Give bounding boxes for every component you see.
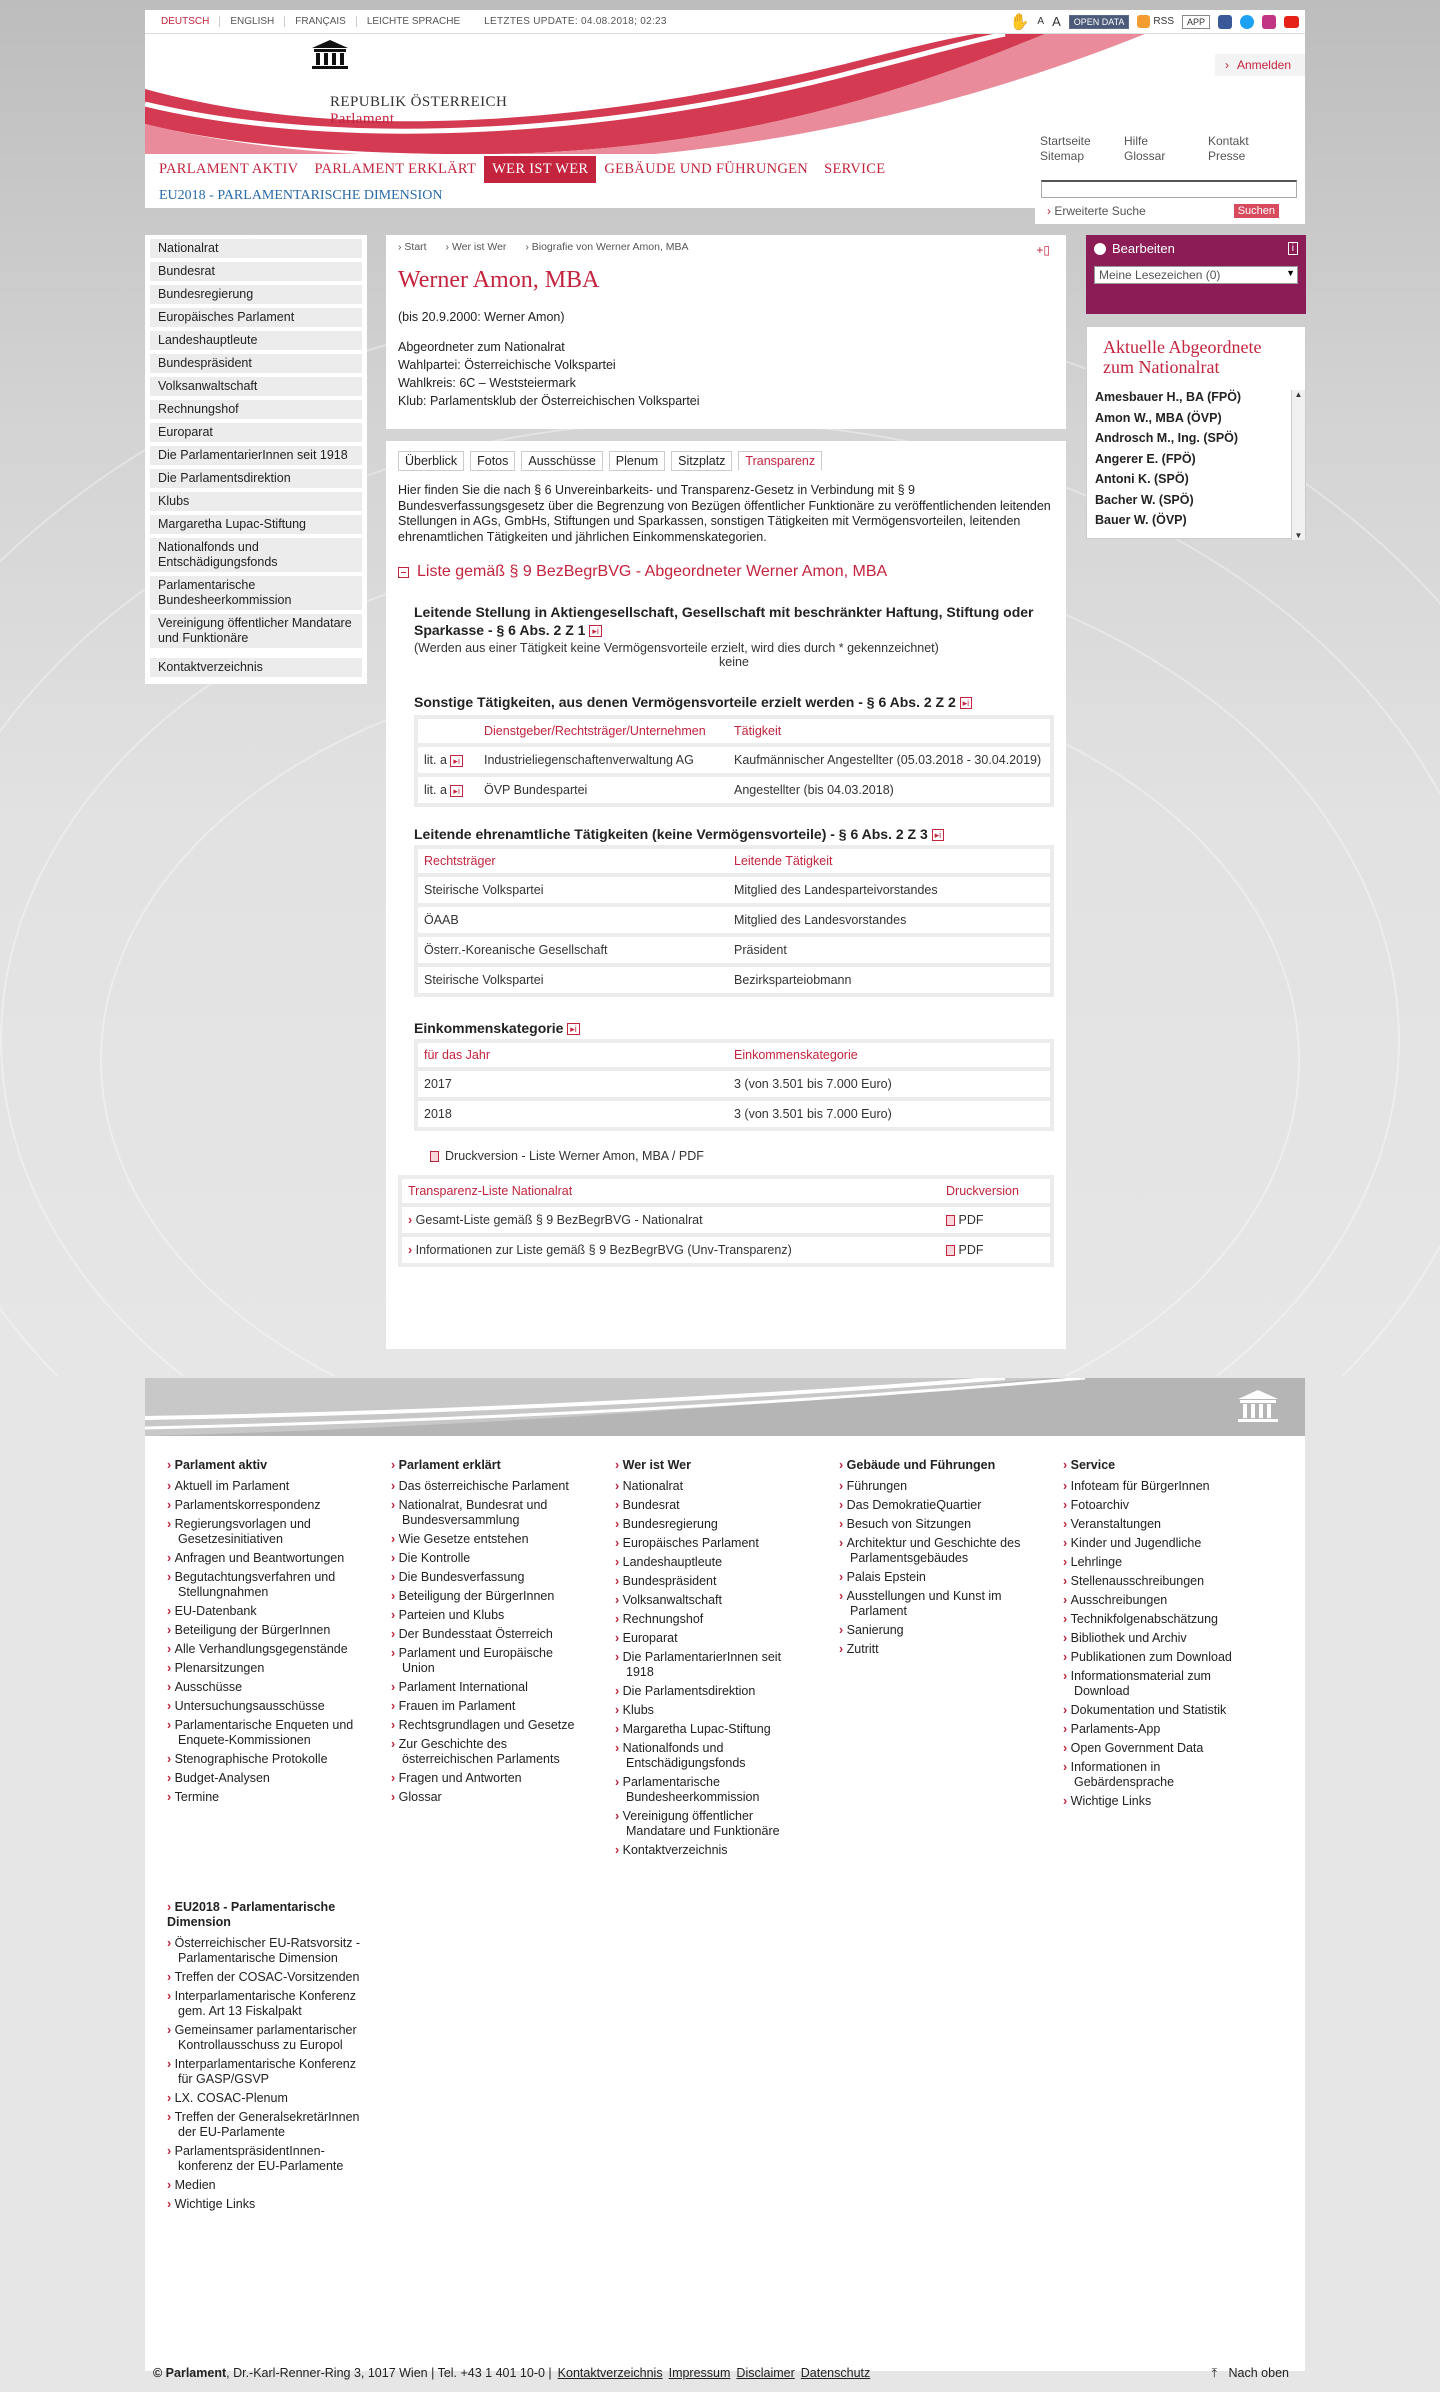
app-button[interactable]: APP <box>1182 15 1210 29</box>
footer-col-eu2018 <box>167 1900 367 2216</box>
info-icon[interactable]: i <box>1288 242 1298 255</box>
login-label: Anmelden <box>1236 58 1291 72</box>
sidebar-item-bundesrat[interactable]: Bundesrat <box>150 262 362 281</box>
footer-link[interactable]: › Bibliothek und Archiv <box>1063 1631 1263 1646</box>
footer-link[interactable]: › Das DemokratieQuartier <box>839 1498 1029 1513</box>
footer-link[interactable]: › Europarat <box>615 1631 805 1646</box>
logo-line2: Parlament <box>330 111 395 127</box>
footer-link[interactable]: › Wichtige Links <box>1063 1794 1263 1809</box>
sidebar-item-europaeisches-parlament[interactable]: Europäisches Parlament <box>150 308 362 327</box>
footer-link[interactable]: › Zutritt <box>839 1642 1029 1657</box>
info-icon[interactable]: ▸i <box>932 829 945 841</box>
tab-plenum[interactable]: Plenum <box>609 451 665 471</box>
search-box <box>1035 172 1305 224</box>
list-item[interactable]: Angerer E. (FPÖ) <box>1095 451 1196 466</box>
sidebar-item-bundesheerkommission[interactable]: Parlamentarische Bundesheerkommission <box>150 576 362 610</box>
footer-link[interactable]: › EU-Datenbank <box>167 1604 357 1619</box>
twitter-icon[interactable] <box>1240 15 1254 29</box>
section-title-text: Einkommenskategorie <box>414 1020 564 1036</box>
list-scrollbar[interactable] <box>1291 390 1305 540</box>
col-header: Tätigkeit <box>728 719 1050 743</box>
footer-link[interactable]: › Treffen der GeneralsekretärInnen der EU-Parlamente <box>167 2110 367 2140</box>
cat-cell: 3 (von 3.501 bis 7.000 Euro) <box>728 1071 1050 1097</box>
footer-link[interactable]: › Die Kontrolle <box>391 1551 581 1566</box>
nav-gebaeude-fuehrungen[interactable]: GEBÄUDE UND FÜHRUNGEN <box>604 160 809 177</box>
pdf-icon <box>946 1215 955 1226</box>
nav-parlament-erklaert[interactable]: PARLAMENT ERKLÄRT <box>314 160 477 177</box>
lang-english[interactable]: ENGLISH <box>220 16 285 27</box>
person-party: Wahlpartei: Österreichische Volkspartei <box>398 358 616 372</box>
footer-link[interactable]: › Europäisches Parlament <box>615 1536 805 1551</box>
section-title <box>414 603 1054 639</box>
footer-link[interactable]: › Stenographische Protokolle <box>167 1752 357 1767</box>
open-data-button[interactable]: OPEN DATA <box>1069 15 1130 29</box>
quick-hilfe[interactable]: Hilfe <box>1124 134 1149 148</box>
footer-link[interactable]: › Palais Epstein <box>839 1570 1029 1585</box>
rss-icon <box>1137 15 1150 28</box>
lit-cell: lit. a <box>424 753 447 767</box>
sidebar-item-bundespraesident[interactable]: Bundespräsident <box>150 354 362 373</box>
advanced-search-link[interactable] <box>1047 204 1146 218</box>
footer-link[interactable]: › Parlamentarische Bundesheerkommission <box>615 1775 805 1805</box>
table-row <box>418 937 1050 963</box>
footer-link[interactable]: › ParlamentspräsidentInnen-konferenz der EU-Parlamente <box>167 2144 367 2174</box>
footer-heading[interactable]: › Gebäude und Führungen <box>839 1458 1029 1473</box>
section-sonstige-taetigkeiten <box>398 693 1054 807</box>
breadcrumb-start[interactable]: › Start <box>398 241 427 253</box>
footer-link[interactable]: › Wichtige Links <box>167 2197 367 2212</box>
lit-cell: lit. a <box>424 783 447 797</box>
footer-link[interactable]: › Parlamentarische Enqueten und Enquete-Kommissionen <box>167 1718 357 1748</box>
current-members-panel <box>1086 326 1306 539</box>
footer-link[interactable]: › Interparlamentarische Konferenz gem. Art 13 Fiskalpakt <box>167 1989 367 2019</box>
scroll-down-icon[interactable]: ▼ <box>1294 531 1303 540</box>
table-sonstige <box>414 715 1054 807</box>
sign-language-icon[interactable]: ✋ <box>1009 13 1030 31</box>
footer-link[interactable]: › Sanierung <box>839 1623 1029 1638</box>
footer-heading[interactable]: › Wer ist Wer <box>615 1458 805 1473</box>
footer-link[interactable]: › Anfragen und Beantwortungen <box>167 1551 357 1566</box>
list-toggle[interactable] <box>398 563 1054 581</box>
footer-link[interactable]: › Budget-Analysen <box>167 1771 357 1786</box>
footer-swoosh <box>145 1378 1305 1436</box>
footer-heading[interactable]: › EU2018 - Parlamentarische Dimension <box>167 1900 367 1930</box>
transparency-list-table <box>398 1175 1054 1267</box>
footer-link[interactable]: › Glossar <box>391 1790 581 1805</box>
list-item[interactable]: Bacher W. (SPÖ) <box>1095 492 1194 507</box>
footer-link[interactable]: › Frauen im Parlament <box>391 1699 581 1714</box>
act-cell: Bezirksparteiobmann <box>728 967 1050 993</box>
current-members-list <box>1087 387 1305 527</box>
instagram-icon[interactable] <box>1262 15 1276 29</box>
list-item[interactable]: Amon W., MBA (ÖVP) <box>1095 410 1222 425</box>
link-disclaimer[interactable]: Disclaimer <box>736 2366 795 2380</box>
year-cell: 2017 <box>418 1071 728 1097</box>
col-header: Transparenz-Liste Nationalrat <box>402 1179 940 1203</box>
footer-heading[interactable]: › Parlament erklärt <box>391 1458 581 1473</box>
quick-kontakt[interactable]: Kontakt <box>1208 134 1249 148</box>
table-row <box>418 1101 1050 1127</box>
footer-col-parlament-aktiv <box>167 1458 357 1809</box>
footer-heading[interactable]: › Service <box>1063 1458 1263 1473</box>
info-icon[interactable]: ▸i <box>589 625 602 637</box>
col-header: Druckversion <box>940 1179 1050 1203</box>
pdf-link[interactable] <box>940 1207 1050 1233</box>
sidebar-item-klubs[interactable]: Klubs <box>150 492 362 511</box>
person-header <box>386 235 1066 429</box>
pdf-icon <box>430 1151 439 1162</box>
chevron-right-icon: › <box>1047 204 1051 218</box>
section-title <box>414 825 1054 843</box>
quick-glossar[interactable]: Glossar <box>1124 149 1166 163</box>
sidebar-item-kontaktverzeichnis[interactable]: Kontaktverzeichnis <box>150 658 362 677</box>
nav-parlament-aktiv[interactable]: PARLAMENT AKTIV <box>159 160 299 177</box>
quick-links <box>1040 134 1292 164</box>
last-update: LETZTES UPDATE: 04.08.2018; 02:23 <box>484 16 667 27</box>
footer-link[interactable]: › Dokumentation und Statistik <box>1063 1703 1263 1718</box>
pdf-icon <box>946 1245 955 1256</box>
sidebar-item-lupac-stiftung[interactable]: Margaretha Lupac-Stiftung <box>150 515 362 534</box>
act-cell: Angestellter (bis 04.03.2018) <box>728 777 1050 803</box>
footer-link[interactable]: › Begutachtungsverfahren und Stellungnahmen <box>167 1570 357 1600</box>
top-bar <box>145 10 1305 34</box>
footer-link[interactable]: › Margaretha Lupac-Stiftung <box>615 1722 805 1737</box>
current-members-title: Aktuelle Abgeordnete zum Nationalrat <box>1103 337 1262 377</box>
footer-link[interactable]: › Ausschüsse <box>167 1680 357 1695</box>
link-datenschutz[interactable]: Datenschutz <box>800 2366 871 2380</box>
rss-label: RSS <box>1153 16 1174 27</box>
search-button[interactable]: Suchen <box>1234 204 1279 218</box>
footer-link[interactable]: › Beteiligung der BürgerInnen <box>391 1589 581 1604</box>
section-title <box>414 693 1054 711</box>
footer-link[interactable]: › Veranstaltungen <box>1063 1517 1263 1532</box>
login-button[interactable] <box>1215 54 1305 76</box>
list-item[interactable]: Androsch M., Ing. (SPÖ) <box>1095 431 1239 445</box>
footer-link[interactable]: › Beteiligung der BürgerInnen <box>167 1623 357 1638</box>
quick-startseite[interactable]: Startseite <box>1040 134 1091 148</box>
footer-link[interactable]: › Ausschreibungen <box>1063 1593 1263 1608</box>
col-header: Dienstgeber/Rechtsträger/Unternehmen <box>478 719 728 743</box>
tab-ausschuesse[interactable]: Ausschüsse <box>521 451 602 471</box>
translist-link[interactable]: › Informationen zur Liste gemäß § 9 BezBegrBVG (Unv-Transparenz) <box>402 1237 940 1263</box>
act-cell: Kaufmännischer Angestellter (05.03.2018 - 30.04.2019) <box>728 747 1050 773</box>
footer-link[interactable]: › Zur Geschichte des österreichischen Parlaments <box>391 1737 581 1767</box>
font-small-button[interactable]: A <box>1037 16 1045 27</box>
parliament-logo-icon[interactable] <box>310 38 350 70</box>
footer-link[interactable]: › Klubs <box>615 1703 805 1718</box>
section-note: (Werden aus einer Tätigkeit keine Vermögensvorteile erzielt, wird dies durch * gekennzeichnet) <box>414 641 939 655</box>
lang-deutsch[interactable]: DEUTSCH <box>151 16 220 27</box>
org-cell: Österr.-Koreanische Gesellschaft <box>418 937 728 963</box>
logo-line1: REPUBLIK ÖSTERREICH <box>330 94 508 110</box>
sidebar-item-rechnungshof[interactable]: Rechnungshof <box>150 400 362 419</box>
translist-label: Gesamt-Liste gemäß § 9 BezBegrBVG - Nationalrat <box>415 1213 703 1227</box>
footer-link[interactable]: › Parlament International <box>391 1680 581 1695</box>
footer-link[interactable]: › Parlament und Europäische Union <box>391 1646 581 1676</box>
col-header: Rechtsträger <box>418 849 728 873</box>
table-header-row <box>418 719 1050 743</box>
tab-sitzplatz[interactable]: Sitzplatz <box>671 451 732 471</box>
sidebar-item-parlamentarier-seit-1918[interactable]: Die ParlamentarierInnen seit 1918 <box>150 446 362 465</box>
pencil-icon <box>1094 243 1106 255</box>
cat-cell: 3 (von 3.501 bis 7.000 Euro) <box>728 1101 1050 1127</box>
sidebar-item-bundesregierung[interactable]: Bundesregierung <box>150 285 362 304</box>
tab-ueberblick[interactable]: Überblick <box>398 451 464 471</box>
footer-link[interactable]: › Wie Gesetze entstehen <box>391 1532 581 1547</box>
footer-link[interactable]: › Führungen <box>839 1479 1029 1494</box>
footer-link[interactable]: › Vereinigung öffentlicher Mandatare und Funktionäre <box>615 1809 805 1839</box>
lang-francais[interactable]: FRANÇAIS <box>285 16 357 27</box>
footer-link[interactable]: › Medien <box>167 2178 367 2193</box>
print-link-label: Druckversion - Liste Werner Amon, MBA / PDF <box>445 1149 704 1163</box>
footer-link[interactable]: › Stellenausschreibungen <box>1063 1574 1263 1589</box>
tab-bar <box>398 451 1054 471</box>
edit-panel <box>1086 235 1306 314</box>
translist-link[interactable]: › Gesamt-Liste gemäß § 9 BezBegrBVG - Nationalrat <box>402 1207 940 1233</box>
footer-link[interactable]: › Bundespräsident <box>615 1574 805 1589</box>
table-einkommen <box>414 1039 1054 1131</box>
footer-link[interactable]: › Fotoarchiv <box>1063 1498 1263 1513</box>
footer-link[interactable]: › Informationsmaterial zum Download <box>1063 1669 1263 1699</box>
section-none: keine <box>719 655 749 669</box>
quick-sitemap[interactable]: Sitemap <box>1040 149 1085 163</box>
info-icon[interactable]: ▸i <box>567 1023 580 1035</box>
info-icon[interactable]: ▸i <box>450 785 463 797</box>
section-leitende-stellung <box>398 603 1054 669</box>
bookmark-add-icon[interactable]: +▯ <box>1036 243 1050 257</box>
footer-link[interactable]: › Nationalrat, Bundesrat und Bundesversammlung <box>391 1498 581 1528</box>
section-title-text: Leitende ehrenamtliche Tätigkeiten (keine Vermögensvorteile) - § 6 Abs. 2 Z 3 <box>414 826 928 842</box>
youtube-icon[interactable] <box>1284 16 1299 28</box>
list-item[interactable]: Amesbauer H., BA (FPÖ) <box>1095 390 1242 404</box>
footer-col-service <box>1063 1458 1263 1813</box>
pdf-label: PDF <box>958 1213 984 1227</box>
table-header-row <box>418 1043 1050 1067</box>
link-impressum[interactable]: Impressum <box>668 2366 731 2380</box>
footer-col-gebaeude <box>839 1458 1029 1661</box>
footer-link[interactable]: › Volksanwaltschaft <box>615 1593 805 1608</box>
bookmarks-select[interactable]: Meine Lesezeichen (0) ▼ <box>1094 266 1298 284</box>
link-kontaktverzeichnis[interactable]: Kontaktverzeichnis <box>557 2366 663 2380</box>
sidebar-item-vereinigung-mandatare[interactable]: Vereinigung öffentlicher Mandatare und Funktionäre <box>150 614 362 648</box>
footer-link[interactable]: › Parlaments-App <box>1063 1722 1263 1737</box>
info-icon[interactable]: ▸i <box>960 697 973 709</box>
footer-link[interactable]: › Nationalfonds und Entschädigungsfonds <box>615 1741 805 1771</box>
act-cell: Mitglied des Landesvorstandes <box>728 907 1050 933</box>
sidebar-item-parlamentsdirektion[interactable]: Die Parlamentsdirektion <box>150 469 362 488</box>
former-name: (bis 20.9.2000: Werner Amon) <box>398 310 565 324</box>
footer-link[interactable]: › Informationen in Gebärdensprache <box>1063 1760 1263 1790</box>
site-logo[interactable] <box>330 94 507 128</box>
footer <box>145 1436 1305 2371</box>
topbar-tools <box>1009 12 1305 32</box>
table-row <box>418 877 1050 903</box>
back-to-top-button[interactable] <box>1212 2366 1305 2381</box>
collapse-icon <box>398 567 409 578</box>
transparency-intro: Hier finden Sie die nach § 6 Unvereinbarkeits- und Transparenz-Gesetz in Verbindung mit § 9 Bundesverfassungsgesetz über die Begrenzung von Bezügen öffentlicher Funktionäre zu veröffentlichenden leitenden Stellungen in AGs, GmbHs, Stiftungen und Sparkassen, sonstigen Tätigkeiten mit Vermögensvorteilen, leitenden ehrenamtlichen Tätigkeiten und jährlichen Einkommenskategorien. <box>398 483 1051 544</box>
nav-service[interactable]: SERVICE <box>824 160 886 177</box>
table-header-row <box>402 1179 1050 1203</box>
org-cell: Steirische Volkspartei <box>418 967 728 993</box>
arrow-up-icon: ⤒ <box>1211 2365 1218 2380</box>
chevron-right-icon: › <box>1224 58 1229 72</box>
footer-link[interactable]: › Parlamentskorrespondenz <box>167 1498 357 1513</box>
footer-link[interactable]: › Aktuell im Parlament <box>167 1479 357 1494</box>
footer-link[interactable]: › Kinder und Jugendliche <box>1063 1536 1263 1551</box>
footer-link[interactable]: › Österreichischer EU-Ratsvorsitz - Parlamentarische Dimension <box>167 1936 367 1966</box>
org-cell: ÖVP Bundespartei <box>478 777 728 803</box>
back-to-top-label: Nach oben <box>1228 2365 1289 2380</box>
footer-link[interactable]: › Infoteam für BürgerInnen <box>1063 1479 1263 1494</box>
table-row <box>402 1237 1050 1263</box>
footer-link[interactable]: › Fragen und Antworten <box>391 1771 581 1786</box>
footer-link[interactable]: › Landeshauptleute <box>615 1555 805 1570</box>
search-input[interactable] <box>1041 180 1297 198</box>
table-row <box>418 907 1050 933</box>
footer-link[interactable]: › Alle Verhandlungsgegenstände <box>167 1642 357 1657</box>
footer-heading[interactable]: › Parlament aktiv <box>167 1458 357 1473</box>
footer-link[interactable]: › LX. COSAC-Plenum <box>167 2091 367 2106</box>
person-role: Abgeordneter zum Nationalrat <box>398 340 565 354</box>
list-item[interactable]: Bauer W. (ÖVP) <box>1095 513 1187 527</box>
table-row <box>418 1071 1050 1097</box>
pdf-label: PDF <box>958 1243 984 1257</box>
sidebar-item-nationalfonds[interactable]: Nationalfonds und Entschädigungsfonds <box>150 538 362 572</box>
footer-link[interactable]: › Plenarsitzungen <box>167 1661 357 1676</box>
table-row <box>418 777 1050 803</box>
section-ehrenamtlich <box>398 825 1054 997</box>
table-row <box>418 747 1050 773</box>
sidebar-item-europarat[interactable]: Europarat <box>150 423 362 442</box>
breadcrumb <box>398 241 1054 253</box>
section-einkommen <box>398 1019 1054 1131</box>
list-item[interactable]: Antoni K. (SPÖ) <box>1095 472 1189 486</box>
transparency-section <box>386 441 1066 1349</box>
footer-link[interactable]: › Besuch von Sitzungen <box>839 1517 1029 1532</box>
footer-link[interactable]: › Parteien und Klubs <box>391 1608 581 1623</box>
section-title-text: Sonstige Tätigkeiten, aus denen Vermögensvorteile erzielt werden - § 6 Abs. 2 Z 2 <box>414 694 956 710</box>
org-cell: Industrieliegenschaftenverwaltung AG <box>478 747 728 773</box>
footer-link[interactable]: › Open Government Data <box>1063 1741 1263 1756</box>
sidebar-item-landeshauptleute[interactable]: Landeshauptleute <box>150 331 362 350</box>
person-district: Wahlkreis: 6C – Weststeiermark <box>398 376 576 390</box>
footer-link[interactable]: › Die Parlamentsdirektion <box>615 1684 805 1699</box>
edit-label: Bearbeiten <box>1112 241 1175 256</box>
footer-bottom-bar <box>145 2362 1305 2384</box>
section-title-text: Leitende Stellung in Aktiengesellschaft, Gesellschaft mit beschränkter Haftung, Stiftung oder Sparkasse - § 6 Abs. 2 Z 1 <box>414 604 1034 638</box>
font-large-button[interactable]: A <box>1052 14 1061 29</box>
breadcrumb-start-label: Start <box>404 241 427 253</box>
sidebar-item-nationalrat[interactable]: Nationalrat <box>150 239 362 258</box>
tab-transparenz[interactable]: Transparenz <box>738 451 822 471</box>
sidebar-item-volksanwaltschaft[interactable]: Volksanwaltschaft <box>150 377 362 396</box>
breadcrumb-wer-ist-wer[interactable]: › Wer ist Wer <box>445 241 507 253</box>
nav-eu2018[interactable]: EU2018 - PARLAMENTARISCHE DIMENSION <box>145 184 1305 208</box>
person-club: Klub: Parlamentsklub der Österreichischen Volkspartei <box>398 394 700 408</box>
translist-label: Informationen zur Liste gemäß § 9 BezBegrBVG (Unv-Transparenz) <box>415 1243 792 1257</box>
footer-link[interactable]: › Die Bundesverfassung <box>391 1570 581 1585</box>
breadcrumb-current: › Biografie von Werner Amon, MBA <box>525 241 689 253</box>
footer-link[interactable]: › Lehrlinge <box>1063 1555 1263 1570</box>
table-header-row <box>418 849 1050 873</box>
footer-link[interactable]: › Nationalrat <box>615 1479 805 1494</box>
print-link[interactable] <box>398 1149 1054 1163</box>
footer-link[interactable]: › Untersuchungsausschüsse <box>167 1699 357 1714</box>
advanced-search-label: Erweiterte Suche <box>1054 204 1146 218</box>
footer-link[interactable]: › Architektur und Geschichte des Parlamentsgebäudes <box>839 1536 1029 1566</box>
quick-presse[interactable]: Presse <box>1208 149 1246 163</box>
breadcrumb-wer-ist-wer-label: Wer ist Wer <box>451 241 507 253</box>
footer-col-wer-ist-wer <box>615 1458 805 1862</box>
footer-band <box>145 1378 1305 1436</box>
act-cell: Mitglied des Landesparteivorstandes <box>728 877 1050 903</box>
footer-link[interactable]: › Ausstellungen und Kunst im Parlament <box>839 1589 1029 1619</box>
copyright-label: © Parlament <box>153 2366 227 2380</box>
table-ehrenamtlich <box>414 845 1054 997</box>
section-title <box>414 1019 1054 1037</box>
tab-fotos[interactable]: Fotos <box>470 451 515 471</box>
table-row <box>402 1207 1050 1233</box>
footer-link[interactable]: › Die ParlamentarierInnen seit 1918 <box>615 1650 805 1680</box>
footer-link[interactable]: › Interparlamentarische Konferenz für GASP/GSVP <box>167 2057 367 2087</box>
footer-link[interactable]: › Rechtsgrundlagen und Gesetze <box>391 1718 581 1733</box>
info-icon[interactable]: ▸i <box>450 755 463 767</box>
act-cell: Präsident <box>728 937 1050 963</box>
edit-toggle[interactable] <box>1094 241 1298 256</box>
copyright-address: , Dr.-Karl-Renner-Ring 3, 1017 Wien | Tel. +43 1 401 10-0 | <box>226 2366 552 2380</box>
org-cell: ÖAAB <box>418 907 728 933</box>
footer-link[interactable]: › Das österreichische Parlament <box>391 1479 581 1494</box>
footer-link[interactable]: › Bundesrat <box>615 1498 805 1513</box>
person-details <box>398 338 1054 410</box>
year-cell: 2018 <box>418 1101 728 1127</box>
footer-link[interactable]: › Rechnungshof <box>615 1612 805 1627</box>
footer-col-parlament-erklaert <box>391 1458 581 1809</box>
footer-link[interactable]: › Der Bundesstaat Österreich <box>391 1627 581 1642</box>
footer-link[interactable]: › Kontaktverzeichnis <box>615 1843 805 1858</box>
footer-link[interactable]: › Publikationen zum Download <box>1063 1650 1263 1665</box>
footer-link[interactable]: › Bundesregierung <box>615 1517 805 1532</box>
nav-wer-ist-wer[interactable]: WER IST WER <box>484 156 596 183</box>
footer-link[interactable]: › Gemeinsamer parlamentarischer Kontrollausschuss zu Europol <box>167 2023 367 2053</box>
pdf-link[interactable] <box>940 1237 1050 1263</box>
breadcrumb-current-label: Biografie von Werner Amon, MBA <box>531 241 689 253</box>
page-title: Werner Amon, MBA <box>398 267 600 293</box>
table-row <box>418 967 1050 993</box>
left-sidebar <box>145 235 367 684</box>
rss-link[interactable] <box>1137 15 1174 28</box>
scroll-up-icon[interactable]: ▲ <box>1294 390 1303 399</box>
facebook-icon[interactable] <box>1218 15 1232 29</box>
list-title: Liste gemäß § 9 BezBegrBVG - Abgeordneter Werner Amon, MBA <box>417 563 888 580</box>
col-header: Leitende Tätigkeit <box>728 849 1050 873</box>
org-cell: Steirische Volkspartei <box>418 877 728 903</box>
footer-link[interactable]: › Regierungsvorlagen und Gesetzesinitiativen <box>167 1517 357 1547</box>
lang-leichte-sprache[interactable]: LEICHTE SPRACHE <box>366 16 461 27</box>
footer-link[interactable]: › Termine <box>167 1790 357 1805</box>
col-header: Einkommenskategorie <box>728 1043 1050 1067</box>
footer-link[interactable]: › Treffen der COSAC-Vorsitzenden <box>167 1970 367 1985</box>
footer-link[interactable]: › Technikfolgenabschätzung <box>1063 1612 1263 1627</box>
col-header: für das Jahr <box>418 1043 728 1067</box>
